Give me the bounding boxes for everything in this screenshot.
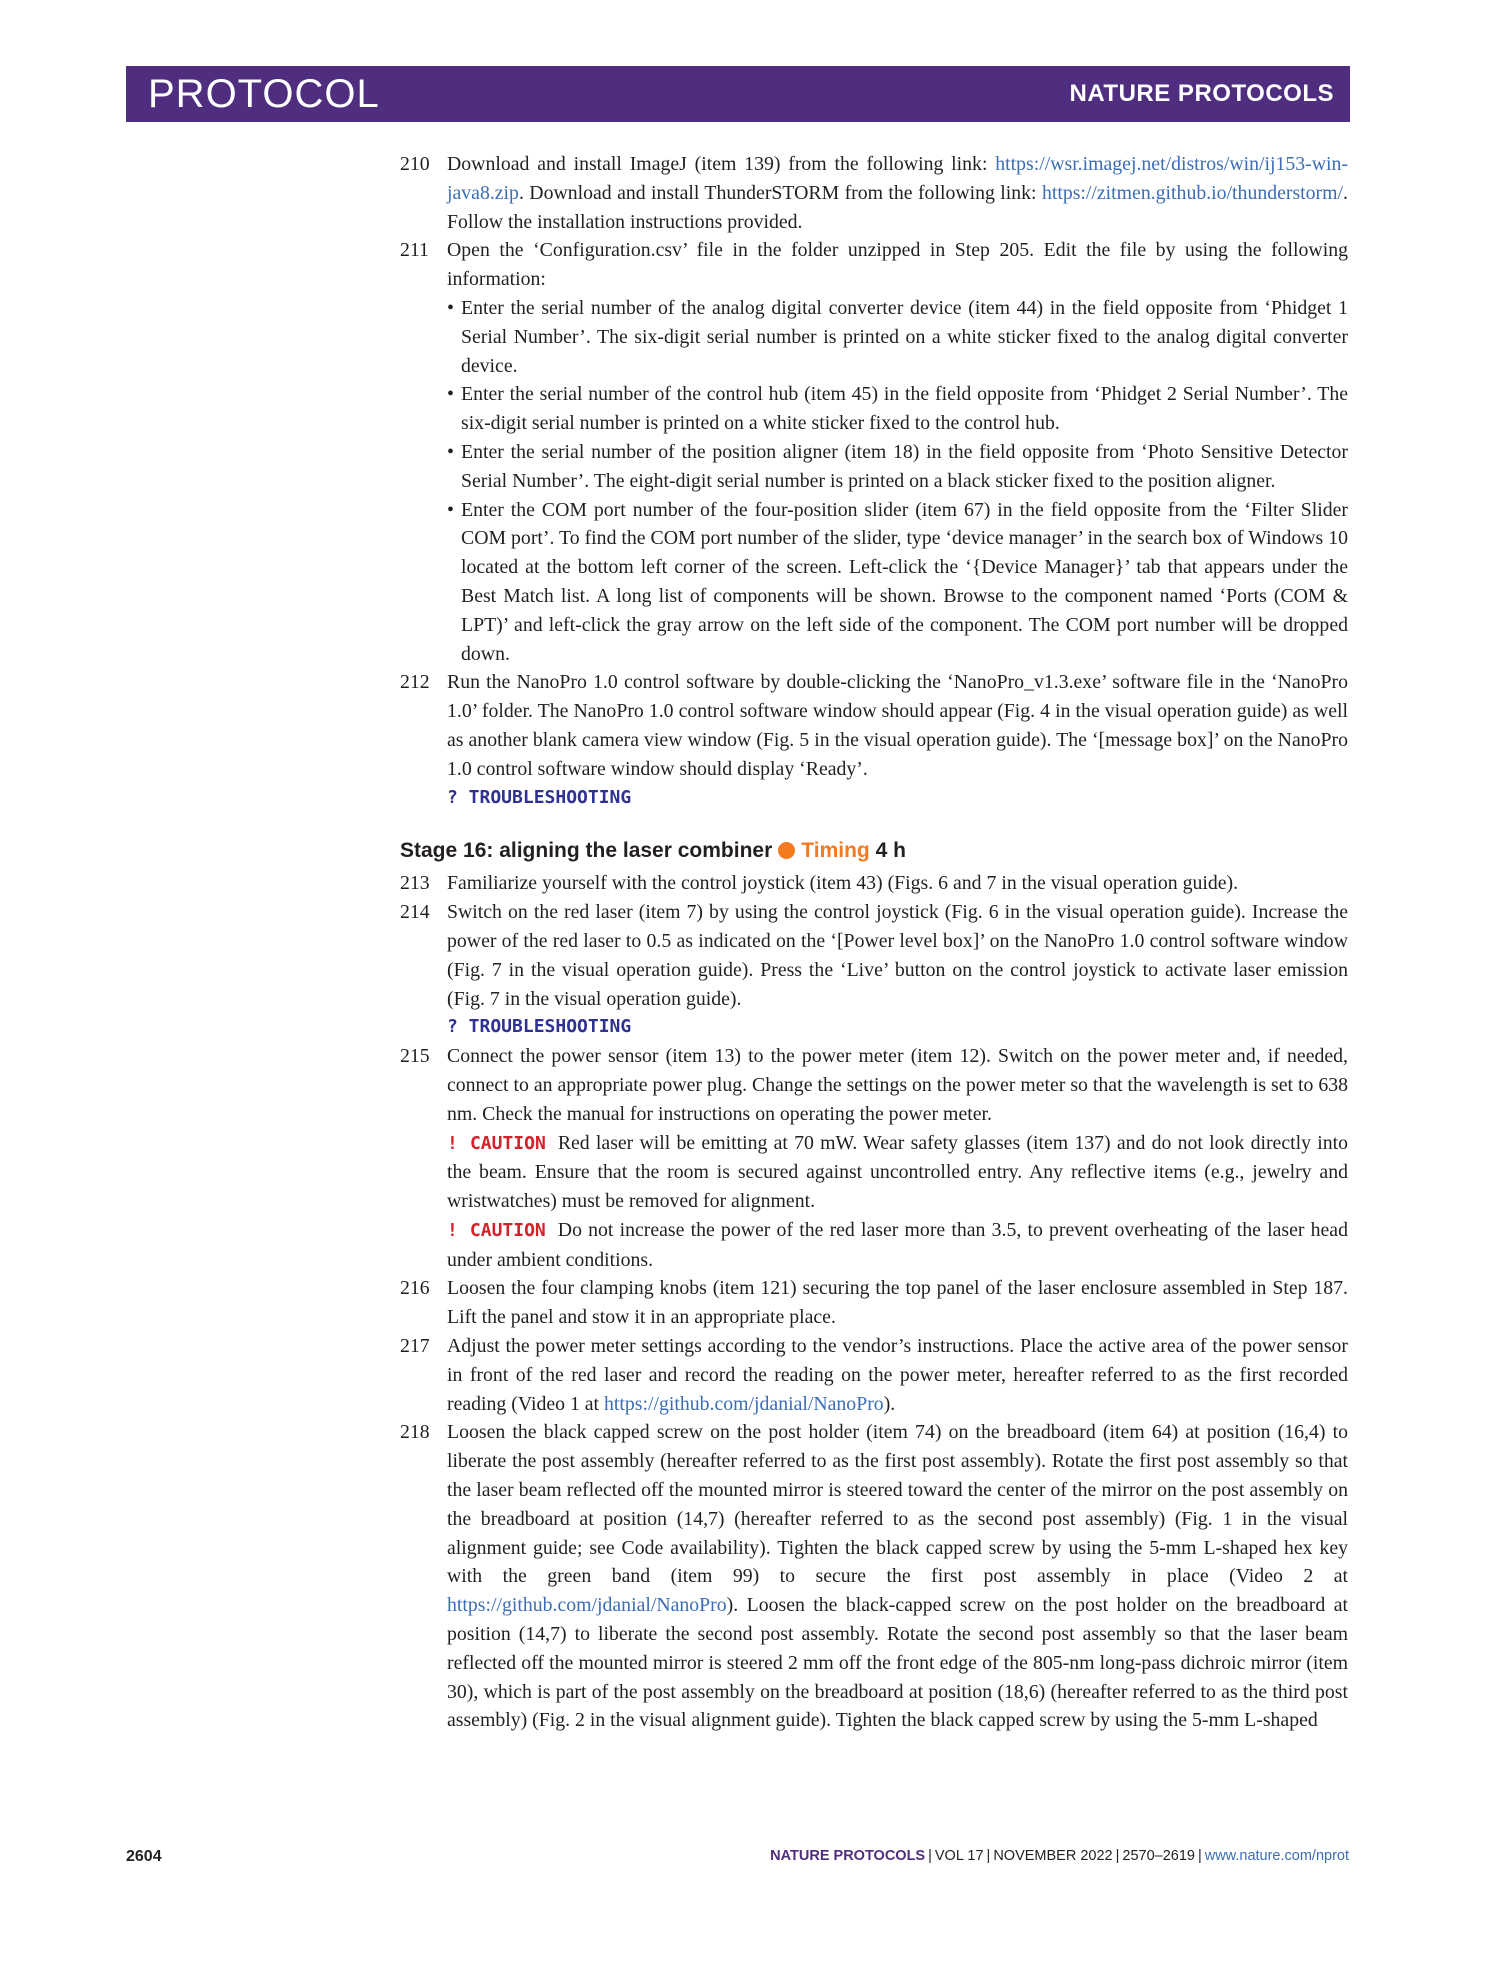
timing-dot-icon [778,842,795,859]
nanopro-github-link[interactable]: https://github.com/jdanial/NanoPro [604,1392,884,1415]
list-item: • Enter the serial number of the position aligner (item 18) in the field opposite from ‘Photo Sensitive Detector Serial Number’. The eight-digit serial number is printed on a black sticker fixed to the position aligner. [447,438,1348,496]
section-label: PROTOCOL [148,72,380,116]
caution-label: ! CAUTION [447,1132,546,1154]
step-210 [400,150,1348,236]
troubleshooting-link[interactable]: ? TROUBLESHOOTING [447,1016,632,1038]
footer-url[interactable]: www.nature.com/nprot [1204,1848,1349,1864]
step-number: 213 [400,872,430,895]
step-text: . Follow the installation instructions provided. [447,181,1348,233]
step-215 [400,1042,1348,1274]
stage-heading [400,837,1348,865]
step-text: Connect the power sensor (item 13) to the power meter (item 12). Switch on the power meter and, if needed, connect to an appropriate power plug. Change the settings on the power meter so that the wavelength is set to 638 nm. Check the manual for instructions on operating the power meter. [447,1045,1348,1125]
main-content [400,150,1348,1735]
list-item: • Enter the serial number of the analog digital converter device (item 44) in the field opposite from ‘Phidget 1 Serial Number’. The six-digit serial number is printed on a white sticker fixed to the analog digital converter device. [447,294,1348,380]
footer-citation: NATURE PROTOCOLS | VOL 17 | NOVEMBER 2022 | 2570–2619 | www.nature.com/nprot [770,1848,1349,1864]
step-text: Familiarize yourself with the control joystick (item 43) (Figs. 6 and 7 in the visual operation guide). [447,872,1239,895]
step-214 [400,898,1348,1042]
step-number: 217 [400,1335,430,1358]
stage-title: Stage 16: aligning the laser combiner [400,839,773,863]
step-213 [400,869,1348,898]
imagej-download-link[interactable]: https://wsr.imagej.net/distros/win/ij153-win-java8.zip [447,153,1348,204]
step-number: 212 [400,671,430,694]
step-number: 210 [400,153,430,175]
running-header [126,66,1350,122]
step-number: 218 [400,1421,430,1444]
step-text: ). [883,1392,896,1415]
caution-note [447,1129,1348,1216]
journal-name: NATURE PROTOCOLS [1069,80,1334,107]
step-text: Loosen the four clamping knobs (item 121) securing the top panel of the laser enclosure assembled in Step 187. Lift the panel and stow it in an appropriate place. [447,1277,1348,1329]
footer-volume: VOL 17 [934,1848,984,1864]
timing-value: 4 h [875,839,906,863]
list-item: • Enter the serial number of the control hub (item 45) in the field opposite from ‘Phidget 2 Serial Number’. The six-digit serial number is printed on a white sticker fixed to the control hub. [447,380,1348,438]
caution-text: Red laser will be emitting at 70 mW. Wear safety glasses (item 137) and do not look directly into the beam. Ensure that the room is secured against uncontrolled entry. Any reflective items (e.g., jewelry and wristwatches) must be removed for alignment. [447,1131,1348,1213]
step-number: 215 [400,1045,430,1068]
step-217 [400,1332,1348,1418]
step-text: Download and install ImageJ (item 139) from the following link: [447,153,996,175]
footer-date: NOVEMBER 2022 [993,1848,1113,1864]
troubleshooting-link[interactable]: ? TROUBLESHOOTING [447,786,632,808]
page-number: 2604 [126,1848,162,1865]
step-text: Open the ‘Configuration.csv’ file in the folder unzipped in Step 205. Edit the file by using the following information: [447,239,1348,291]
step-number: 216 [400,1277,430,1300]
step-number: 214 [400,901,430,924]
step-text: Adjust the power meter settings according to the vendor’s instructions. Place the active area of the power sensor in front of the red laser and record the reading on the power meter, hereafter referred to as the first recorded reading (Video 1 at [447,1335,1348,1415]
step-text: Switch on the red laser (item 7) by using the control joystick (Fig. 6 in the visual operation guide). Increase the power of the red laser to 0.5 as indicated on the ‘[Power level box]’ on the NanoPro 1.0 control software window (Fig. 7 in the visual operation guide). Press the ‘Live’ button on the control joystick to activate laser emission (Fig. 7 in the visual operation guide). [447,901,1348,1010]
step-218 [400,1418,1348,1735]
step-text: Run the NanoPro 1.0 control software by double-clicking the ‘NanoPro_v1.3.exe’ software file in the ‘NanoPro 1.0’ folder. The NanoPro 1.0 control software window should appear (Fig. 4 in the visual operation guide) as well as another blank camera view window (Fig. 5 in the visual operation guide). The ‘[message box]’ on the NanoPro 1.0 control software window should display ‘Ready’. [447,671,1348,780]
bullet-list [447,294,1348,668]
step-text: . Download and install ThunderSTORM from the following link: [518,181,1042,204]
step-text: ). Loosen the black-capped screw on the post holder on the breadboard at position (14,7) to liberate the second post assembly. Rotate the second post assembly so that the laser beam reflected off the mounted mirror is steered 2 mm off the front edge of the 805-nm long-pass dichroic mirror (item 30), which is part of the post assembly on the breadboard at position (18,6) (hereafter referred to as the third post assembly) (Fig. 2 in the visual alignment guide). Tighten the black capped screw by using the 5-mm L-shaped [447,1594,1348,1732]
step-text: Loosen the black capped screw on the post holder (item 74) on the breadboard (item 64) at position (16,4) to liberate the post assembly (hereafter referred to as the first post assembly). Rotate the first post assembly so that the laser beam reflected off the mounted mirror is steered toward the center of the mirror on the post assembly on the breadboard at position (14,7) (hereafter referred to as the second post assembly) (Fig. 1 in the visual alignment guide; see Code availability). Tighten the black capped screw by using the 5-mm L-shaped hex key with the green band (item 99) to secure the first post assembly in place (Video 2 at [447,1421,1348,1588]
nanopro-github-link[interactable]: https://github.com/jdanial/NanoPro [447,1594,727,1617]
footer-pages: 2570–2619 [1122,1848,1195,1864]
thunderstorm-link[interactable]: https://zitmen.github.io/thunderstorm/ [1041,181,1344,204]
caution-text: Do not increase the power of the red laser more than 3.5, to prevent overheating of the laser head under ambient conditions. [447,1218,1348,1271]
list-item: • Enter the COM port number of the four-position slider (item 67) in the field opposite from the ‘Filter Slider COM port’. To find the COM port number of the slider, type ‘device manager’ in the search box of Windows 10 located at the bottom left corner of the screen. Left-click the ‘{Device Manager}’ tab that appears under the Best Match list. A long list of components will be shown. Browse to the component named ‘Ports (COM & LPT)’ and left-click the gray arrow on the left side of the component. The COM port number will be dropped down. [447,496,1348,669]
caution-label: ! CAUTION [447,1219,546,1241]
step-211 [400,236,1348,668]
timing-label: Timing [801,839,870,863]
footer-journal: NATURE PROTOCOLS [770,1848,926,1864]
step-number: 211 [400,239,429,262]
step-216 [400,1274,1348,1332]
caution-note [447,1216,1348,1275]
step-212 [400,668,1348,812]
